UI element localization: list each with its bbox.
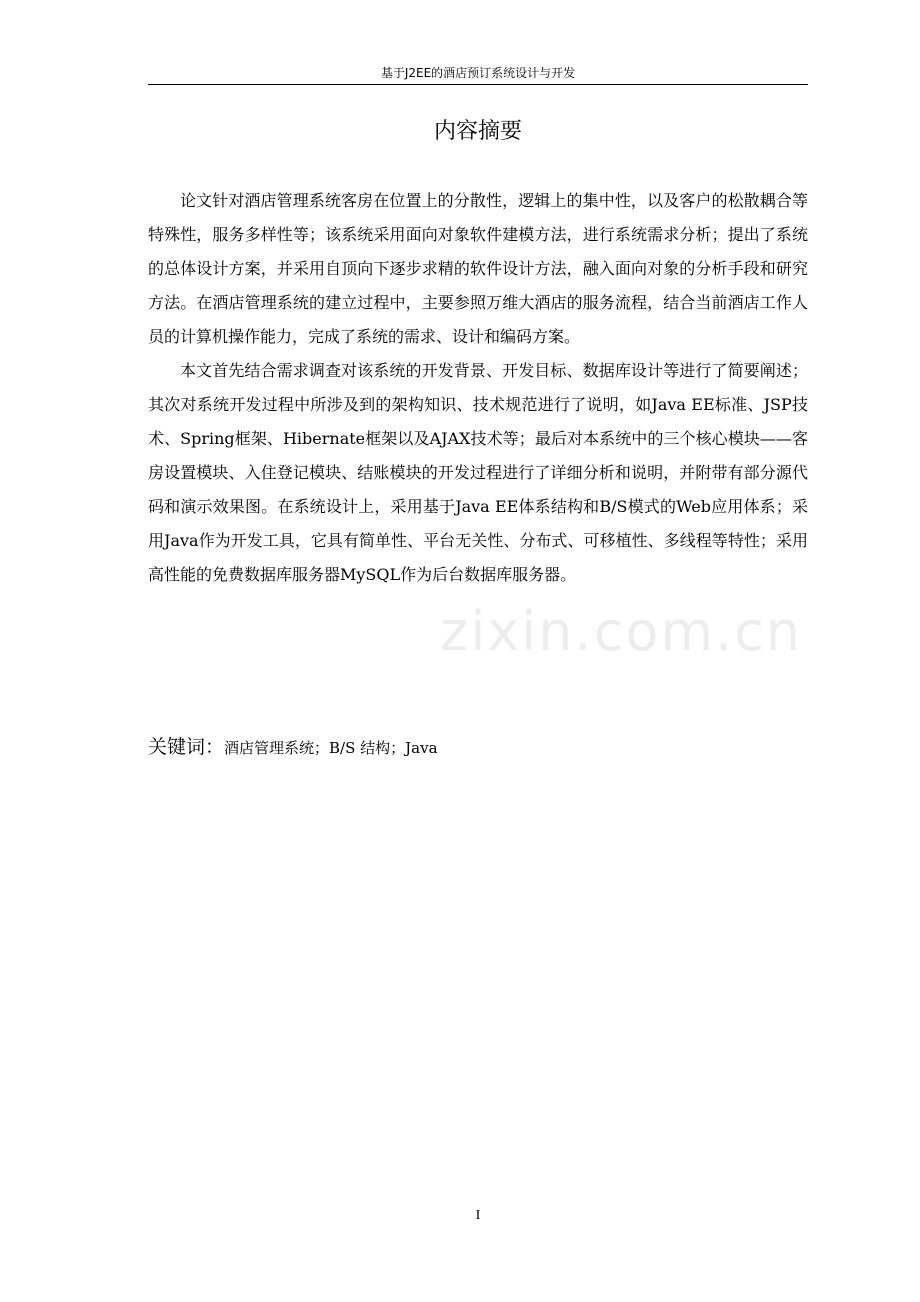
abstract-body <box>148 184 808 592</box>
keywords-text: 酒店管理系统；B/S 结构；Java <box>224 739 438 757</box>
keywords-label: 关键词： <box>148 736 225 758</box>
header-divider <box>148 84 808 85</box>
watermark: zixin.com.cn <box>440 600 803 663</box>
running-header: 基于J2EE的酒店预订系统设计与开发 <box>380 66 576 80</box>
keywords-line <box>148 730 808 765</box>
page-number: I <box>475 1208 481 1223</box>
abstract-paragraph-1: 论文针对酒店管理系统客房在位置上的分散性，逻辑上的集中性，以及客户的松散耦合等特殊性，服务多样性等；该系统采用面向对象软件建模方法，进行系统需求分析；提出了系统的总体设计方案，并采用自顶向下逐步求精的软件设计方法，融入面向对象的分析手段和研究方法。在酒店管理系统的建立过程中，主要参照万维大酒店的服务流程，结合当前酒店工作人员的计算机操作能力，完成了系统的需求、设计和编码方案。 <box>148 191 808 346</box>
abstract-paragraph-2: 本文首先结合需求调查对该系统的开发背景、开发目标、数据库设计等进行了简要阐述；其次对系统开发过程中所涉及到的架构知识、技术规范进行了说明，如Java EE标准、JSP技术、Spring框架、Hibernate框架以及AJAX技术等；最后对本系统中的三个核心模块——客房设置模块、入住登记模块、结账模块的开发过程进行了详细分析和说明，并附带有部分源代码和演示效果图。在系统设计上，采用基于Java EE体系结构和B/S模式的Web应用体系；采用Java作为开发工具，它具有简单性、平台无关性、分布式、可移植性、多线程等特性；采用高性能的免费数据库服务器MySQL作为后台数据库服务器。 <box>148 361 808 584</box>
page-title: 内容摘要 <box>433 119 522 144</box>
